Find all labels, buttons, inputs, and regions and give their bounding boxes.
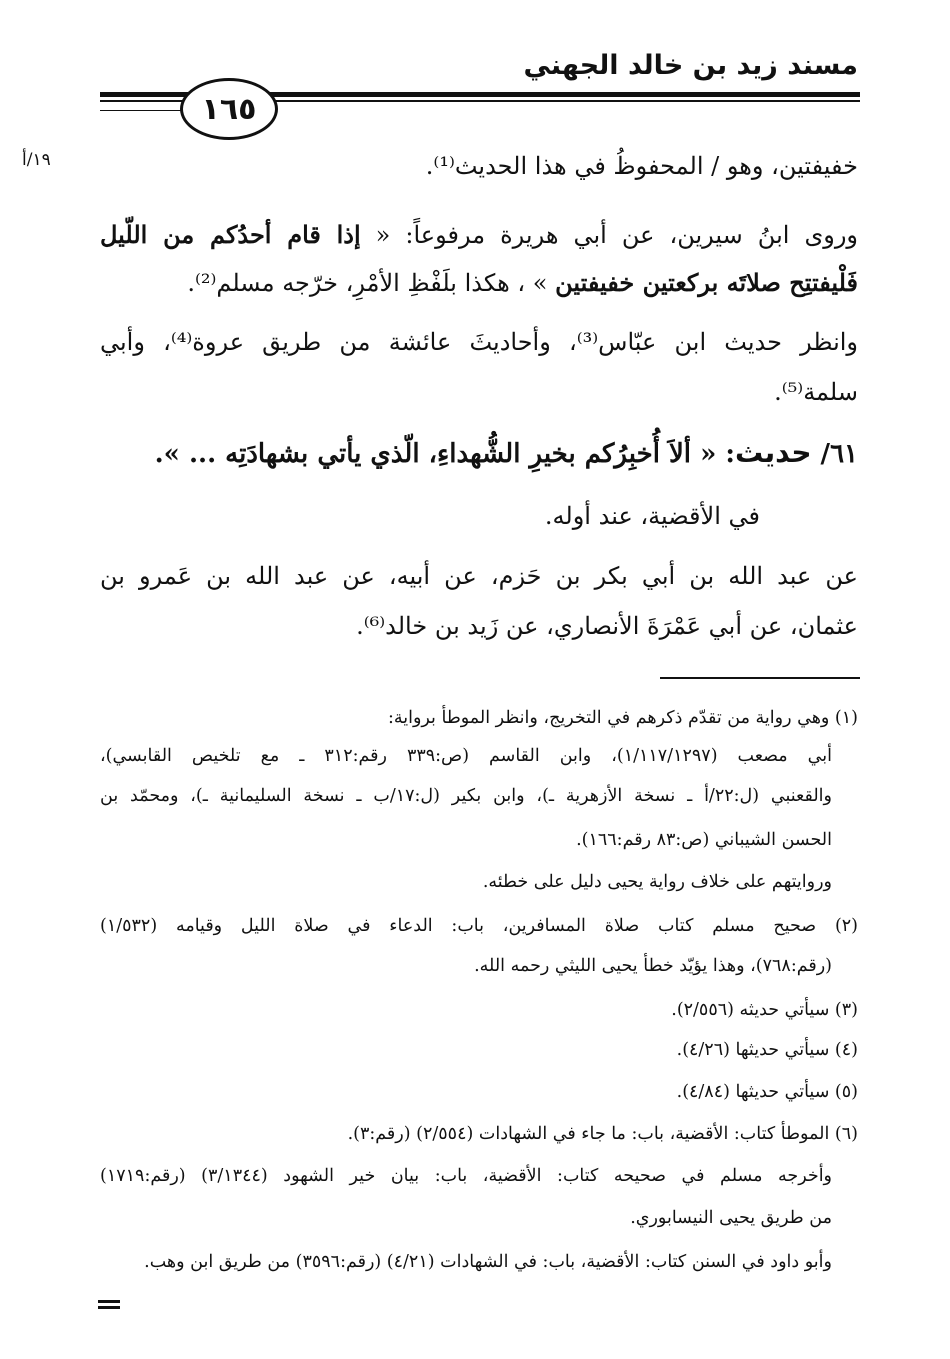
footnote-1-line-5: وروايتهم على خلاف رواية يحيى دليل على خطئه. bbox=[482, 872, 832, 892]
margin-folio-ref: ١٩/أ bbox=[22, 150, 51, 170]
hadith-number: ٦١/ bbox=[811, 439, 858, 469]
footnote-1-line-4: الحسن الشيباني (ص:٨٣ رقم:١٦٦). bbox=[576, 830, 832, 850]
body-line-3 bbox=[187, 268, 858, 297]
footnote-6-line-4: وأبو داود في السنن كتاب: الأقضية، باب: في الشهادات (٤/٢١) (رقم:٣٥٩٦) من طريق ابن وهب. bbox=[144, 1252, 832, 1272]
hadith-location: في الأقضية، عند أوله. bbox=[544, 502, 760, 530]
footnote-6-line-1: (٦) الموطأ كتاب: الأقضية، باب: ما جاء في الشهادات (٢/٥٥٤) (رقم:٣). bbox=[347, 1124, 858, 1144]
hadith-quote-end: فَلْيفتتِح صلاتَه بركعتين خفيفتين bbox=[555, 268, 858, 297]
footnote-5: (٥) سيأتي حديثها (٤/٨٤). bbox=[676, 1082, 858, 1102]
body-line-3-post: » ، هكذا بلَفْظِ الأمْرِ، خرّجه مسلم⁽²⁾. bbox=[187, 269, 556, 297]
footnote-separator bbox=[660, 677, 860, 679]
isnad-line-1: عن عبد الله بن أبي بكر بن حَزم، عن أبيه، عن عبد الله بن عَمرو بن bbox=[100, 562, 858, 590]
hadith-keyword: حديث bbox=[734, 436, 812, 469]
isnad-line-2: عثمان، عن أبي عَمْرَةَ الأنصاري، عن زَيد بن خالد⁽⁶⁾. bbox=[356, 612, 858, 640]
body-line-2 bbox=[100, 220, 858, 249]
footnote-4: (٤) سيأتي حديثها (٤/٢٦). bbox=[676, 1040, 858, 1060]
hadith-text: ألاَ أُخبِرُكم بخيرِ الشُّهداءِ، الّذي يأتي بشهادَتِه ... ». bbox=[154, 439, 692, 469]
page-number-badge bbox=[180, 78, 278, 140]
body-line-5: سلمة⁽⁵⁾. bbox=[774, 378, 858, 406]
page-number: ١٦٥ bbox=[201, 91, 257, 127]
body-line-4: وانظر حديث ابن عبّاس⁽³⁾، وأحاديثَ عائشة من طريق عروة⁽⁴⁾، وأبي bbox=[100, 328, 859, 356]
hadith-quote-start: إذا قام أحدُكم من اللّيل bbox=[100, 220, 361, 249]
footnote-1-line-3: والقعنبي (ل:٢٢/أ ـ نسخة الأزهرية ـ)، وابن بكير (ل:١٧/ب ـ نسخة السليمانية ـ)، ومحمّد بن bbox=[100, 786, 832, 806]
running-title: مسند زيد بن خالد الجهني bbox=[523, 50, 858, 81]
page-end-mark bbox=[98, 1300, 120, 1312]
footnote-1-line-1: (١) وهي رواية من تقدّم ذكرهم في التخريج، وانظر الموطأ برواية: bbox=[387, 708, 858, 728]
footnote-2-line-2: (رقم:٧٦٨)، وهذا يؤيّد خطأ يحيى الليثي رحمه الله. bbox=[474, 956, 832, 976]
footnote-2-line-1: (٢) صحيح مسلم كتاب صلاة المسافرين، باب: الدعاء في صلاة الليل وقيامه (١/٥٣٢) bbox=[100, 916, 858, 936]
hadith-colon: : « bbox=[691, 439, 735, 469]
footnote-1-line-2: أبي مصعب (١/١١٧/١٢٩٧)، وابن القاسم (ص:٣٣٩ رقم:٣١٢ ـ مع تلخيص القابسي)، bbox=[100, 746, 832, 766]
footnote-3: (٣) سيأتي حديثه (٢/٥٥٦). bbox=[671, 1000, 858, 1020]
hadith-heading bbox=[155, 436, 858, 469]
footnote-6-line-3: من طريق يحيى النيسابوري. bbox=[630, 1208, 832, 1228]
body-line-1: خفيفتين، وهو / المحفوظُ في هذا الحديث⁽¹⁾. bbox=[425, 152, 858, 180]
body-line-2-pre: وروى ابنُ سيرين، عن أبي هريرة مرفوعاً: « bbox=[360, 221, 858, 249]
footnote-6-line-2: وأخرجه مسلم في صحيحه كتاب: الأقضية، باب: بيان خير الشهود (٣/١٣٤٤) (رقم:١٧١٩) bbox=[100, 1166, 833, 1186]
